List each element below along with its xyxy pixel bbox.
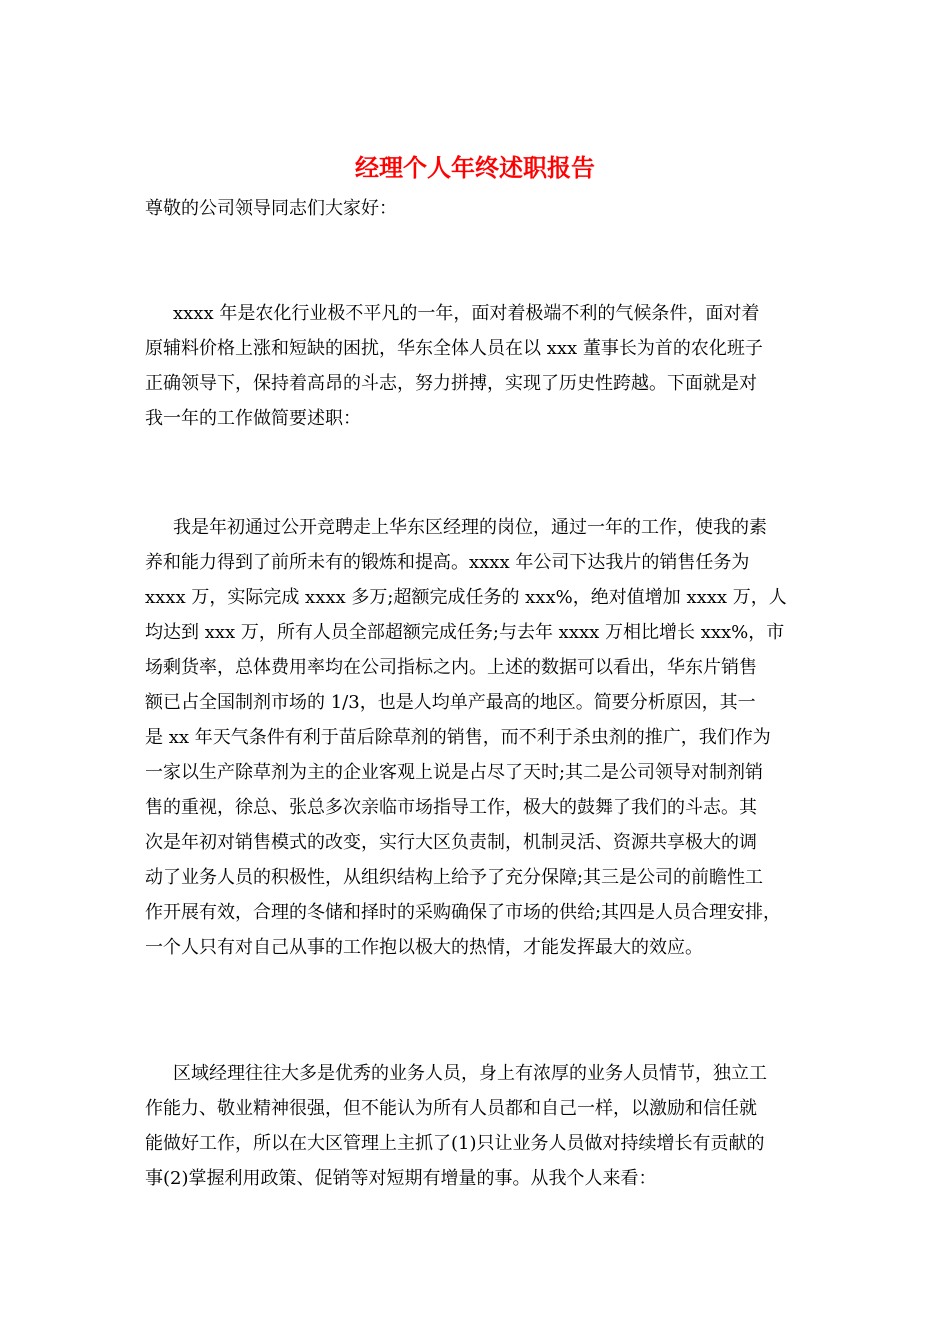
paragraph-line: 事(2)掌握利用政策、促销等对短期有增量的事。从我个人来看： [145,1168,657,1189]
paragraph-line: 正确领导下，保持着高昂的斗志，努力拼搏，实现了历史性跨越。下面就是对 [145,373,757,394]
paragraph-line: 场剩货率，总体费用率均在公司指标之内。上述的数据可以看出，华东片销售 [145,657,757,678]
paragraph-line: 区域经理往往大多是优秀的业务人员，身上有浓厚的业务人员情节，独立工 [173,1063,767,1084]
paragraph-line: 原辅料价格上涨和短缺的困扰，华东全体人员在以 xxx 董事长为首的农化班子 [145,338,763,359]
paragraph-line: 我是年初通过公开竞聘走上华东区经理的岗位，通过一年的工作，使我的素 [173,517,767,538]
paragraph-line: 我一年的工作做简要述职： [145,408,361,429]
paragraph-line: 作开展有效，合理的冬储和择时的采购确保了市场的供给;其四是人员合理安排， [145,902,782,923]
paragraph-line: 次是年初对销售模式的改变，实行大区负责制，机制灵活、资源共享极大的调 [145,832,757,853]
paragraph-line: 动了业务人员的积极性，从组织结构上给予了充分保障;其三是公司的前瞻性工 [145,867,764,888]
paragraph-line: xxxx 万，实际完成 xxxx 多万;超额完成任务的 xxx%，绝对值增加 xxxx 万，人 [145,587,787,608]
greeting-line: 尊敬的公司领导同志们大家好： [145,198,397,219]
paragraph-line: 一家以生产除草剂为主的企业客观上说是占尽了天时;其二是公司领导对制剂销 [145,762,764,783]
paragraph-line: 能做好工作，所以在大区管理上主抓了(1)只让业务人员做对持续增长有贡献的 [145,1133,765,1154]
paragraph-line: xxxx 年是农化行业极不平凡的一年，面对着极端不利的气候条件，面对着 [173,303,760,324]
paragraph-line: 售的重视，徐总、张总多次亲临市场指导工作，极大的鼓舞了我们的斗志。其 [145,797,757,818]
paragraph-line: 养和能力得到了前所未有的锻炼和提高。xxxx 年公司下达我片的销售任务为 [145,552,750,573]
paragraph-1 [145,296,815,436]
paragraph-line: 均达到 xxx 万，所有人员全部超额完成任务;与去年 xxxx 万相比增长 xxx%，市 [145,622,785,643]
paragraph-3 [145,1056,815,1196]
document-title: 经理个人年终述职报告 [355,153,595,182]
paragraph-line: 作能力、敬业精神很强，但不能认为所有人员都和自己一样，以激励和信任就 [145,1098,757,1119]
paragraph-line: 一个人只有对自己从事的工作抱以极大的热情，才能发挥最大的效应。 [145,937,703,958]
paragraph-line: 额已占全国制剂市场的 1/3，也是人均单产最高的地区。简要分析原因，其一 [145,692,756,713]
paragraph-line: 是 xx 年天气条件有利于苗后除草剂的销售，而不利于杀虫剂的推广，我们作为 [145,727,771,748]
paragraph-2 [145,510,815,965]
